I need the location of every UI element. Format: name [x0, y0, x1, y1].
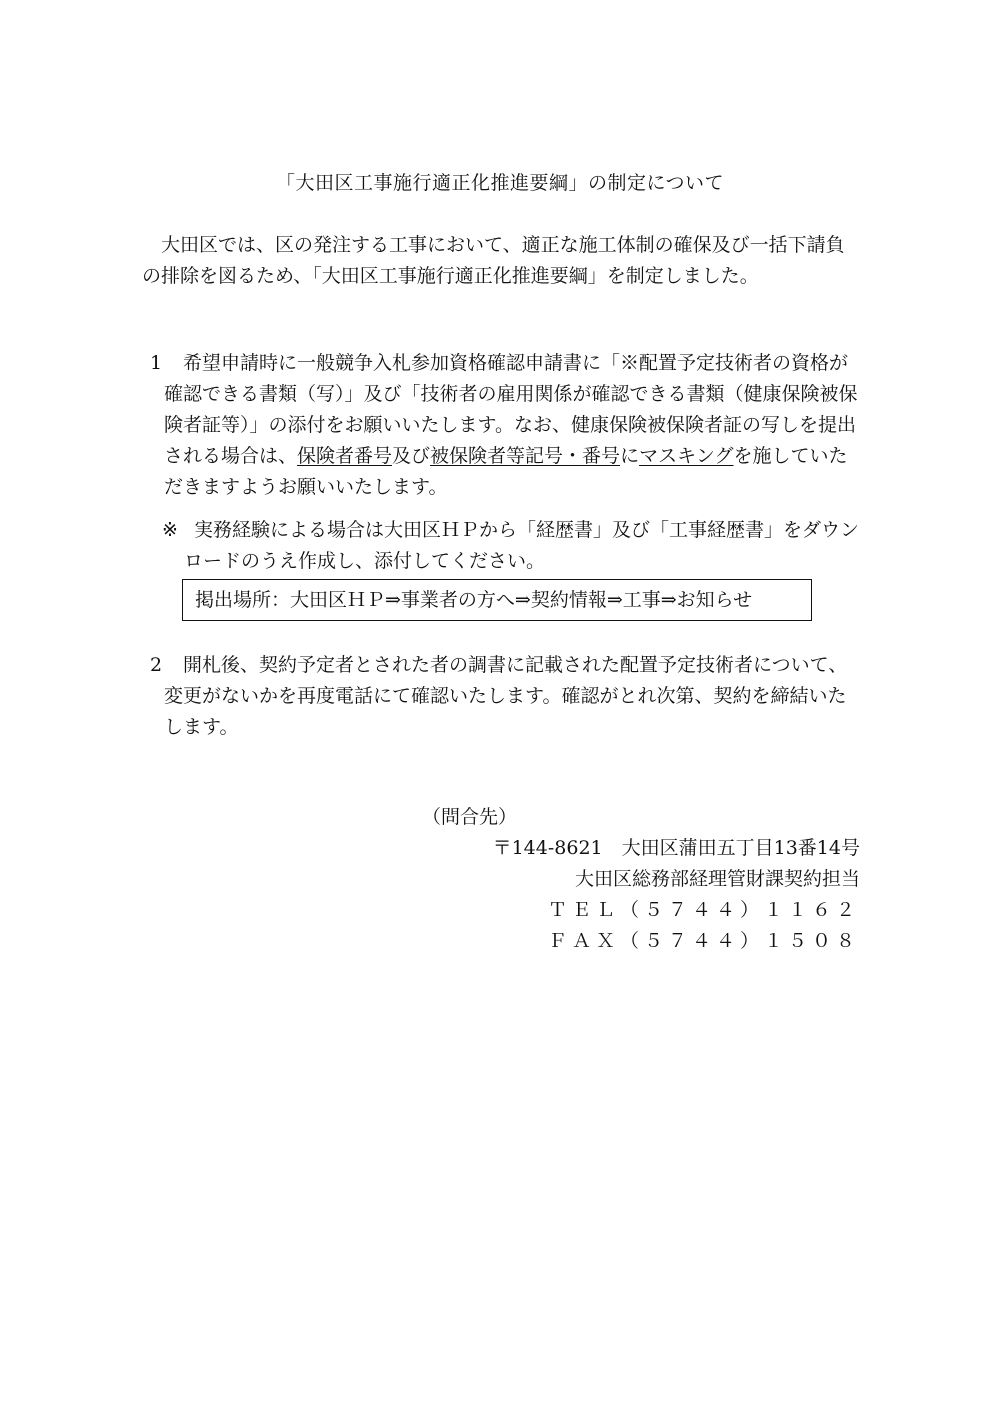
- item-text: を施していただきますようお願いいたします。: [164, 445, 848, 498]
- item-body: 開札後、契約予定者とされた者の調書に記載された配置予定技術者について、変更がないかを再度電話にて確認いたします。確認がとれ次第、契約を締結いたします。: [164, 654, 848, 738]
- item-text: 及び: [392, 445, 431, 467]
- contact-tel: ＴＥＬ（５７４４）１１６２: [547, 899, 860, 921]
- item-text: に: [620, 445, 640, 467]
- contact-fax: ＦＡＸ（５７４４）１５０８: [547, 930, 860, 952]
- document-title: 「大田区工事施行適正化推進要綱」の制定について: [275, 172, 725, 194]
- intro-paragraph: 大田区では、区の発注する工事において、適正な施工体制の確保及び一括下請負の排除を図るため、「大田区工事施行適正化推進要綱」を制定しました。: [142, 234, 845, 287]
- item-text: 希望申請時に一般競争入札参加資格確認申請書に「※配置予定技術者の資格が確認できる書類（写）」及び「技術者の雇用関係が確認できる書類（健康保険被保険者証等）」の添付をお願いいたします。なお、健康保険被保険者証の写しを提出される場合は、: [164, 352, 858, 467]
- item-number: 1: [150, 352, 163, 374]
- contact-block: [422, 802, 860, 957]
- reference-mark: ※: [162, 519, 178, 541]
- underlined-text-insurer-number: 保険者番号: [297, 445, 393, 467]
- contact-address: 〒144-8621 大田区蒲田五丁目13番14号: [492, 837, 860, 859]
- contact-heading: （問合先）: [422, 806, 518, 828]
- note-paragraph: [162, 515, 860, 577]
- list-item-2: [142, 650, 862, 743]
- list-item-1: [142, 348, 862, 503]
- contact-department: 大田区総務部経理管財課契約担当: [574, 868, 860, 890]
- item-number: 2: [150, 654, 163, 676]
- location-box: 掲出場所：大田区ＨＰ⇒事業者の方へ⇒契約情報⇒工事⇒お知らせ: [182, 579, 812, 621]
- item-body: [142, 348, 862, 503]
- underlined-text-masking: マスキング: [639, 445, 734, 467]
- underlined-text-insured-symbol-number: 被保険者等記号・番号: [430, 445, 621, 467]
- note-text: 実務経験による場合は大田区ＨＰから「経歴書」及び「工事経歴書」をダウンロードのうえ作成し、添付してください。: [184, 519, 860, 572]
